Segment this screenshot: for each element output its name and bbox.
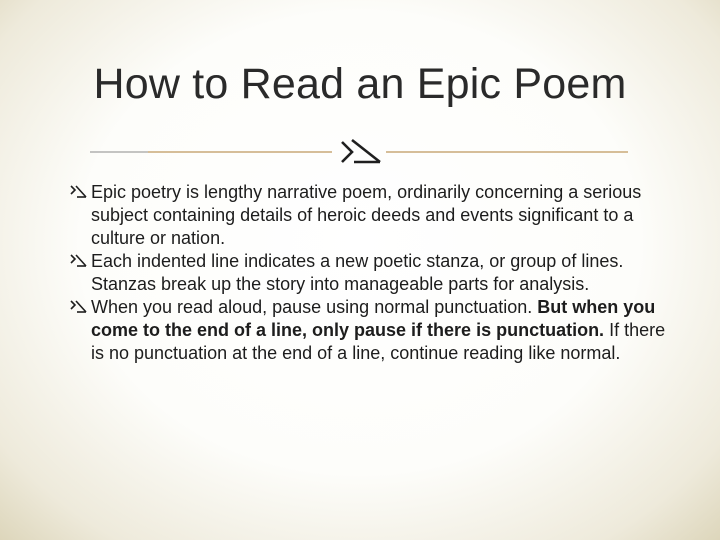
- bullet-item: [72, 250, 672, 296]
- arrow-icon: [342, 140, 380, 162]
- bullet-text: Epic poetry is lengthy narrative poem, ordinarily concerning a serious subject containing details of heroic deeds and events significant to a culture or nation.: [91, 182, 642, 248]
- title-divider: [90, 136, 628, 166]
- arrow-bullet-icon: [70, 185, 88, 199]
- bullet-text-emphasis: But when you come to the end of a line, only pause if there is punctuation.: [91, 297, 656, 340]
- bullet-item: [72, 296, 672, 365]
- bullet-text: Each indented line indicates a new poetic stanza, or group of lines. Stanzas break up the story into manageable parts for analysis.: [91, 251, 624, 294]
- arrow-bullet-icon: [70, 254, 88, 268]
- bullet-text-part: When you read aloud, pause using normal punctuation.: [91, 297, 538, 317]
- slide-title: How to Read an Epic Poem: [93, 60, 627, 108]
- bullet-item: [72, 181, 672, 250]
- bullet-text-part: If there is no punctuation at the end of a line, continue reading like normal.: [91, 320, 666, 363]
- arrow-bullet-icon: [70, 300, 88, 314]
- bullet-list: [72, 181, 672, 365]
